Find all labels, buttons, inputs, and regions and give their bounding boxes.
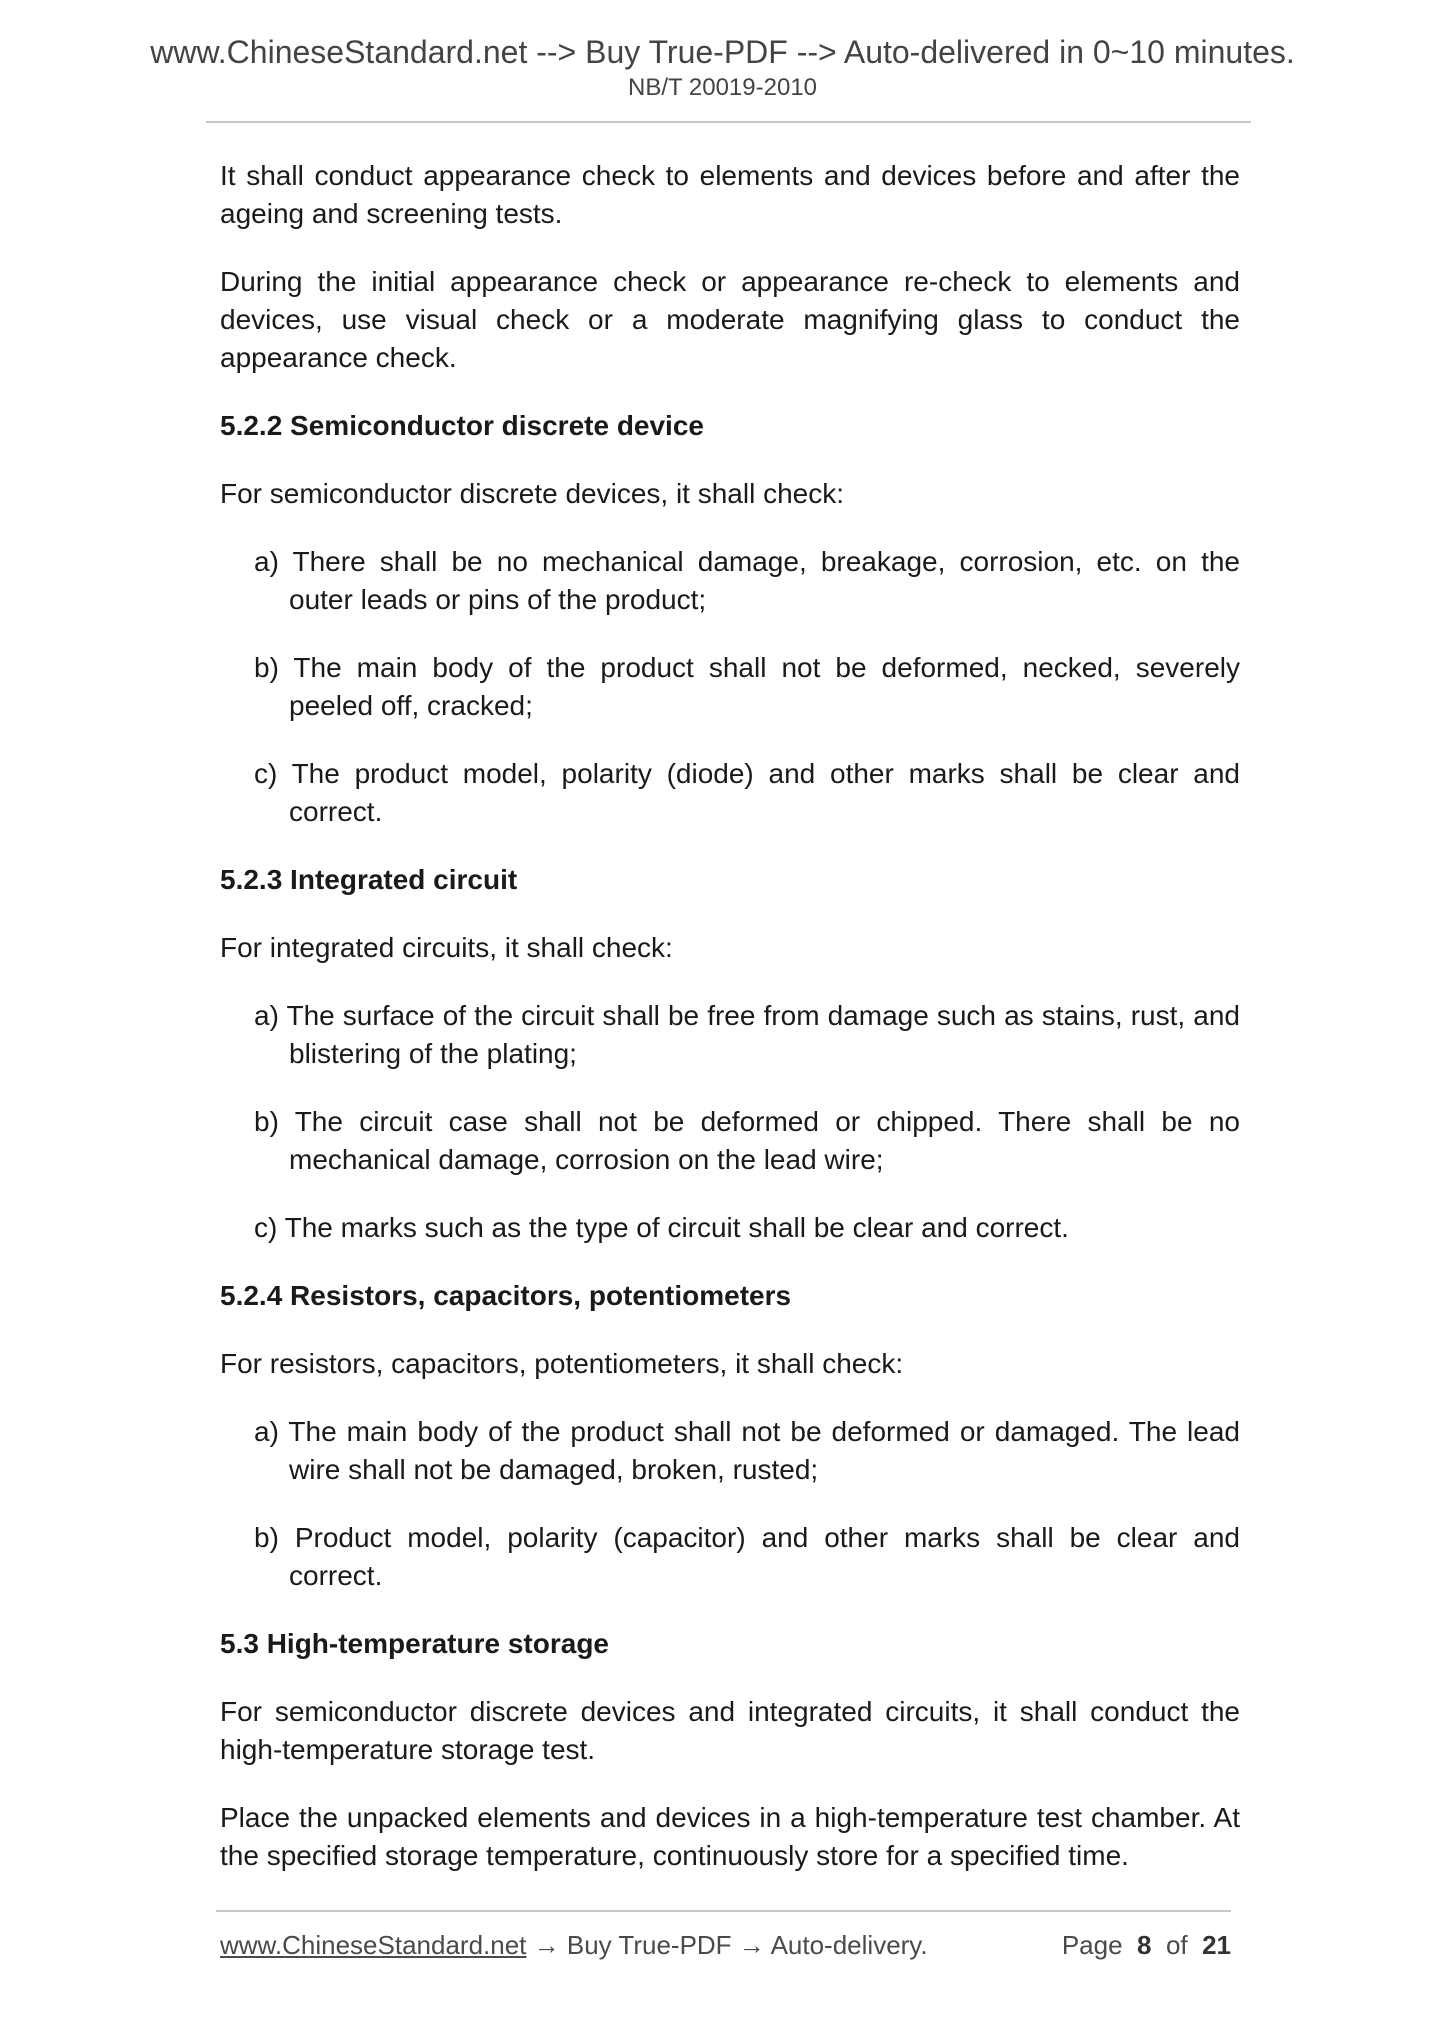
paragraph: For semiconductor discrete devices and integrated circuits, it shall conduct the high-temperature storage test.: [220, 1696, 1240, 1765]
page-number: 8: [1137, 1930, 1152, 1960]
header-banner: www.ChineseStandard.net --> Buy True-PDF --> Auto-delivered in 0~10 minutes.: [150, 34, 1295, 70]
section-heading-5-2-4: 5.2.4 Resistors, capacitors, potentiometers: [220, 1280, 792, 1311]
page-indicator: [1062, 1928, 1231, 1962]
list-item: b) The circuit case shall not be deformed or chipped. There shall be no mechanical damage, corrosion on the lead wire;: [254, 1106, 1240, 1175]
section-intro: For integrated circuits, it shall check:: [220, 932, 673, 963]
section-heading-5-2-2: 5.2.2 Semiconductor discrete device: [220, 410, 704, 441]
document-number: NB/T 20019-2010: [627, 74, 818, 101]
list-item: c) The product model, polarity (diode) and other marks shall be clear and correct.: [254, 758, 1240, 827]
footer-divider: [216, 1910, 1231, 1912]
footer-left: [220, 1928, 928, 1962]
footer-site-link[interactable]: www.ChineseStandard.net: [220, 1930, 527, 1960]
list-item: c) The marks such as the type of circuit shall be clear and correct.: [254, 1212, 1069, 1243]
page-total: 21: [1202, 1930, 1231, 1960]
page-label: Page: [1061, 1930, 1123, 1960]
section-intro: For resistors, capacitors, potentiometers, it shall check:: [220, 1348, 904, 1379]
paragraph: Place the unpacked elements and devices in a high-temperature test chamber. At the specified storage temperature, continuously store for a specified time.: [220, 1802, 1240, 1871]
list-item: a) There shall be no mechanical damage, breakage, corrosion, etc. on the outer leads or pins of the product;: [254, 546, 1240, 615]
list-item: b) The main body of the product shall not be deformed, necked, severely peeled off, cracked;: [254, 652, 1240, 721]
list-item: a) The main body of the product shall not be deformed or damaged. The lead wire shall not be damaged, broken, rusted;: [254, 1416, 1240, 1485]
footer-tagline: → Buy True-PDF → Auto-delivery.: [526, 1930, 928, 1960]
paragraph: During the initial appearance check or appearance re-check to elements and devices, use visual check or a moderate magnifying glass to conduct the appearance check.: [220, 266, 1240, 373]
paragraph: It shall conduct appearance check to elements and devices before and after the ageing and screening tests.: [220, 160, 1240, 229]
section-intro: For semiconductor discrete devices, it shall check:: [220, 478, 845, 509]
section-heading-5-3: 5.3 High-temperature storage: [220, 1628, 609, 1659]
header-divider: [206, 121, 1251, 123]
page-body: [220, 157, 1240, 1905]
list-item: a) The surface of the circuit shall be free from damage such as stains, rust, and blistering of the plating;: [254, 1000, 1240, 1069]
list-item: b) Product model, polarity (capacitor) and other marks shall be clear and correct.: [254, 1522, 1240, 1591]
of-label: of: [1165, 1930, 1188, 1960]
section-heading-5-2-3: 5.2.3 Integrated circuit: [220, 864, 518, 895]
